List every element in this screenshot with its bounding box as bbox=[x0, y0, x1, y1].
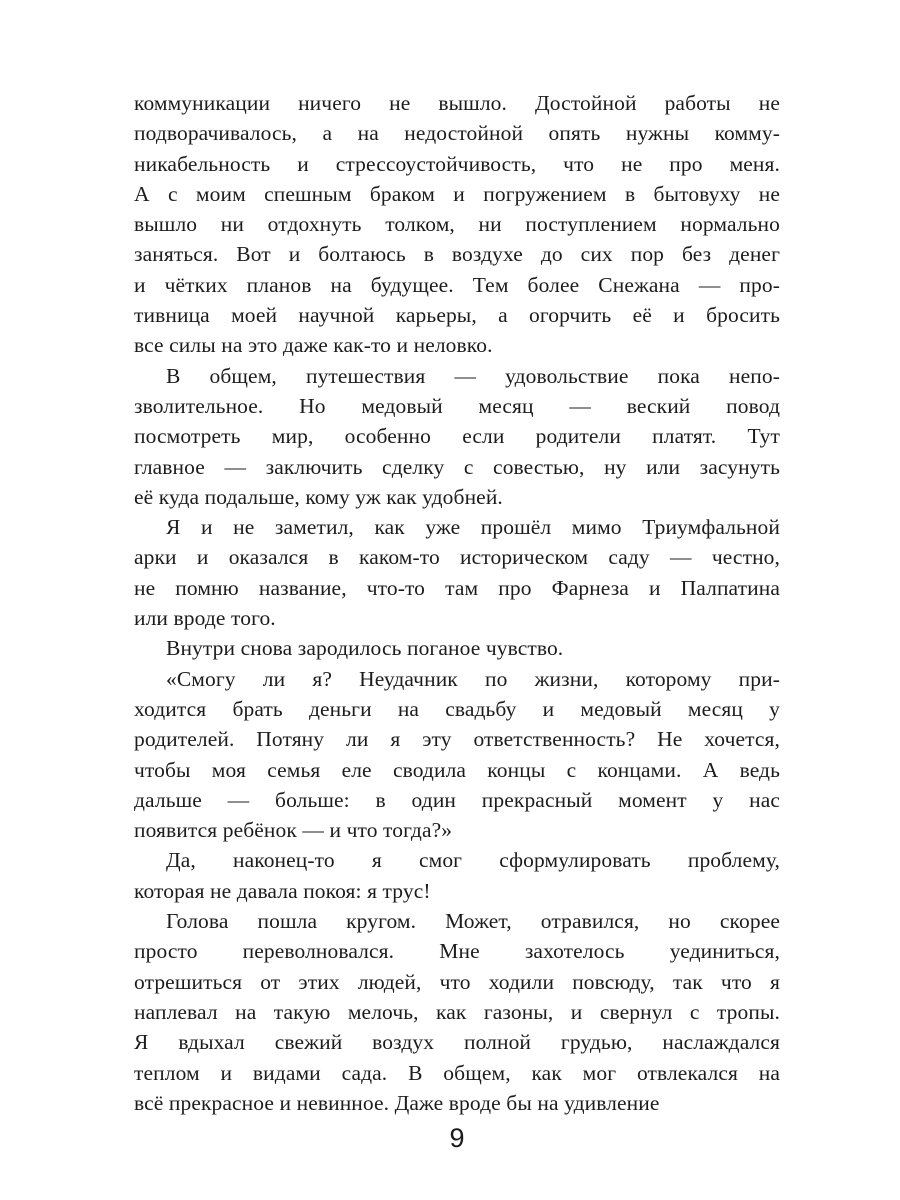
body-text bbox=[134, 88, 780, 1118]
text-line: наплевал на такую мелочь, как газоны, и свернул с тропы. bbox=[134, 999, 780, 1024]
text-line: заняться. Вот и болтаюсь в воздухе до сих пор без денег bbox=[134, 242, 780, 267]
text-line: все силы на это даже как-то и неловко. bbox=[134, 333, 493, 358]
text-line: теплом и видами сада. В общем, как мог отвлекался на bbox=[134, 1060, 780, 1085]
text-line: просто переволновался. Мне захотелось уединиться, bbox=[134, 939, 780, 964]
paragraph bbox=[134, 845, 780, 906]
paragraph bbox=[134, 906, 780, 1118]
paragraph bbox=[134, 664, 780, 846]
text-line: никабельность и стрессоустойчивость, что не про меня. bbox=[134, 151, 780, 176]
page-number: 9 bbox=[449, 1123, 465, 1153]
text-line: которая не давала покоя: я трус! bbox=[134, 878, 431, 903]
text-line: зволительное. Но медовый месяц — веский повод bbox=[134, 393, 780, 418]
text-line: отрешиться от этих людей, что ходили повсюду, так что я bbox=[134, 969, 780, 994]
text-line: вышло ни отдохнуть толком, ни поступлением нормально bbox=[134, 212, 780, 237]
text-line: или вроде того. bbox=[134, 606, 276, 631]
text-line: коммуникации ничего не вышло. Достойной работы не bbox=[134, 91, 780, 115]
paragraph bbox=[134, 88, 780, 361]
paragraph bbox=[134, 633, 780, 663]
text-line: чтобы моя семья еле сводила концы с концами. А ведь bbox=[134, 757, 780, 782]
text-line: и чётких планов на будущее. Тем более Снежана — про- bbox=[134, 272, 780, 297]
text-line: Голова пошла кругом. Может, отравился, но скорее bbox=[166, 909, 780, 934]
paragraph bbox=[134, 512, 780, 633]
text-line: появится ребёнок — и что тогда?» bbox=[134, 818, 453, 843]
text-line: дальше — больше: в один прекрасный момент у нас bbox=[134, 787, 780, 812]
text-line: подворачивалось, а на недостойной опять нужны комму- bbox=[134, 121, 780, 146]
text-line: её куда подальше, кому уж как удобней. bbox=[134, 484, 503, 509]
text-line: Внутри снова зародилось поганое чувство. bbox=[166, 636, 564, 661]
text-line: «Смогу ли я? Неудачник по жизни, которому при- bbox=[166, 666, 780, 691]
text-line: посмотреть мир, особенно если родители платят. Тут bbox=[134, 424, 780, 449]
text-line: Я вдыхал свежий воздух полной грудью, наслаждался bbox=[134, 1030, 780, 1055]
text-line: не помню название, что-то там про Фарнеза и Палпатина bbox=[134, 575, 780, 600]
text-line: тивница моей научной карьеры, а огорчить её и бросить bbox=[134, 303, 780, 328]
text-line: родителей. Потяну ли я эту ответственность? Не хочется, bbox=[134, 727, 780, 752]
paragraph bbox=[134, 361, 780, 512]
text-line: ходится брать деньги на свадьбу и медовый месяц у bbox=[134, 696, 780, 721]
text-line: В общем, путешествия — удовольствие пока непо- bbox=[166, 363, 780, 388]
text-line: А с моим спешным браком и погружением в бытовуху не bbox=[134, 181, 780, 206]
text-line: арки и оказался в каком-то историческом саду — честно, bbox=[134, 545, 780, 570]
text-line: Да, наконец-то я смог сформулировать проблему, bbox=[166, 848, 780, 873]
text-line: всё прекрасное и невинное. Даже вроде бы на удивление bbox=[134, 1090, 660, 1115]
text-line: главное — заключить сделку с совестью, ну или засунуть bbox=[134, 454, 780, 479]
text-line: Я и не заметил, как уже прошёл мимо Триумфальной bbox=[166, 515, 780, 540]
